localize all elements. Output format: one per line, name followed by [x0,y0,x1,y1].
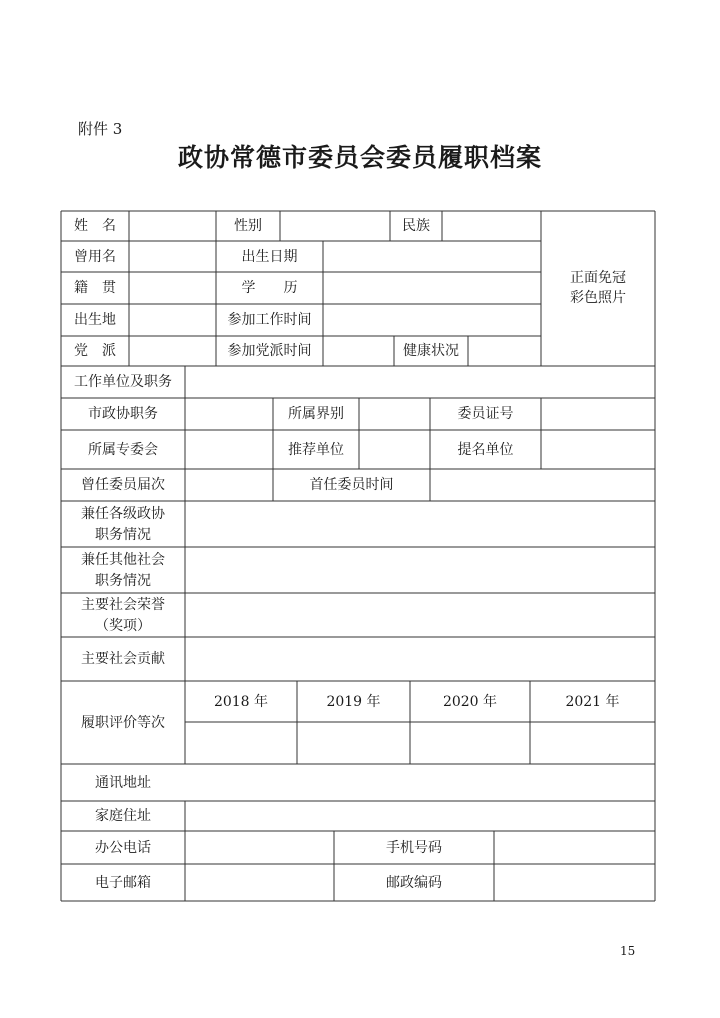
label-nominating-unit: 提名单位 [457,441,514,458]
label-concurrent-cppcc-line1: 兼任各级政协 [81,505,165,522]
label-gender: 性别 [234,218,262,234]
label-work-start-date: 参加工作时间 [227,312,312,328]
document-title: 政协常德市委员会委员履职档案 [177,143,542,172]
label-honors-line2: （奖项） [95,617,151,634]
year-2020: 2020 年 [442,693,498,710]
label-ethnicity: 民族 [402,218,430,234]
label-mobile: 手机号码 [386,839,442,856]
photo-label-line2: 彩色照片 [570,290,626,306]
label-sector: 所属界别 [288,406,344,422]
label-concurrent-social-line1: 兼任其他社会 [81,551,165,568]
label-health: 健康状况 [403,343,459,359]
label-former-terms: 曾任委员届次 [81,477,165,493]
year-2019: 2019 年 [326,693,381,710]
label-mailing-address: 通讯地址 [95,774,151,791]
label-honors-line1: 主要社会荣誉 [81,596,165,613]
label-birthplace: 出生地 [74,312,116,328]
label-contributions: 主要社会贡献 [81,651,165,667]
label-employer-position: 工作单位及职务 [74,374,172,390]
label-birth-date: 出生日期 [241,248,298,265]
label-cppcc-position: 市政协职务 [88,406,158,422]
photo-label-line1: 正面免冠 [570,270,626,286]
label-evaluation: 履职评价等次 [81,714,165,731]
annex-label: 附件 3 [78,120,123,138]
label-first-term-date: 首任委员时间 [309,477,394,493]
label-education: 学 历 [241,280,298,296]
year-2021: 2021 年 [565,693,620,710]
label-email: 电子邮箱 [95,874,151,891]
label-office-phone: 办公电话 [95,839,151,856]
label-party-join-date: 参加党派时间 [227,343,312,359]
year-2018: 2018 年 [213,693,269,710]
page-number: 15 [620,944,636,958]
label-name: 姓 名 [74,218,116,234]
label-former-name: 曾用名 [74,248,116,265]
label-special-committee: 所属专委会 [88,441,158,458]
label-concurrent-cppcc-line2: 职务情况 [95,526,151,543]
label-concurrent-social-line2: 职务情况 [95,572,151,589]
label-party: 党 派 [74,343,116,359]
label-postal-code: 邮政编码 [386,874,442,891]
label-home-address: 家庭住址 [95,808,151,824]
label-member-card-no: 委员证号 [457,406,514,422]
label-recommending-unit: 推荐单位 [288,441,344,458]
label-native-place: 籍 贯 [74,280,116,296]
